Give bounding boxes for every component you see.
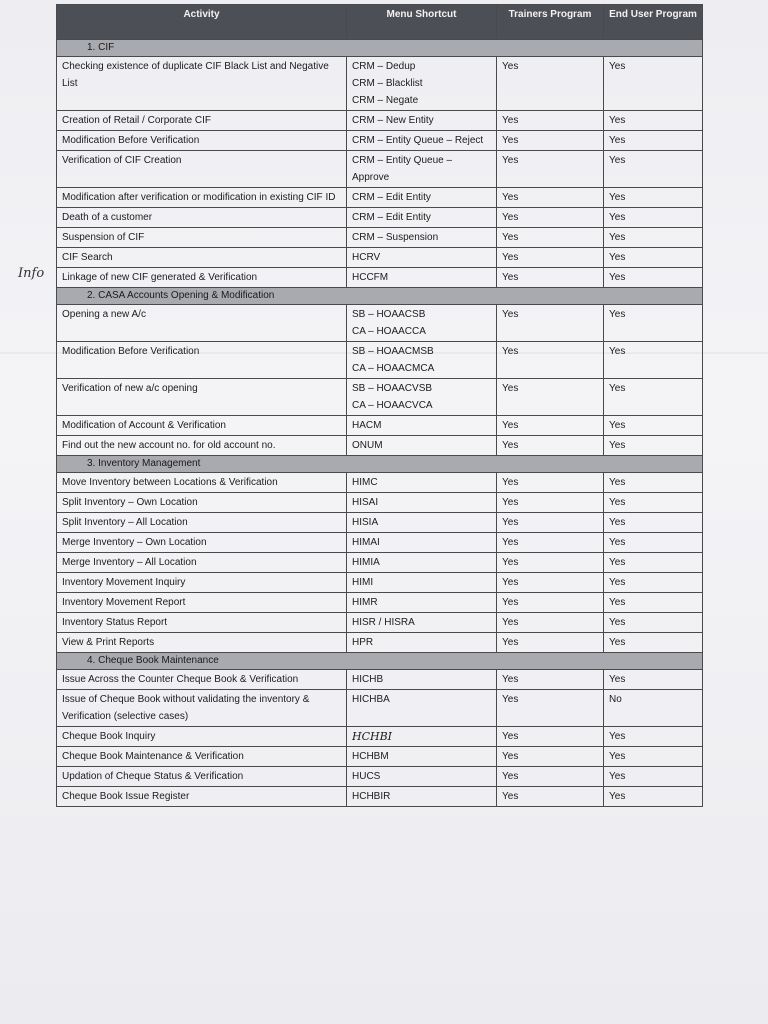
cell-enduser: Yes — [604, 787, 703, 807]
cell-activity: Linkage of new CIF generated & Verification — [57, 268, 347, 288]
cell-enduser: Yes — [604, 767, 703, 787]
cell-activity: Split Inventory – Own Location — [57, 493, 347, 513]
cell-enduser: Yes — [604, 747, 703, 767]
cell-enduser: Yes — [604, 208, 703, 228]
cell-enduser: Yes — [604, 416, 703, 436]
cell-enduser: Yes — [604, 493, 703, 513]
table-row — [57, 151, 703, 188]
cell-trainers: Yes — [497, 436, 604, 456]
table-row — [57, 767, 703, 787]
header-end-user-program: End User Program — [604, 5, 703, 40]
activity-table — [56, 4, 703, 807]
table-row — [57, 342, 703, 379]
cell-trainers: Yes — [497, 188, 604, 208]
table-header-row — [57, 5, 703, 40]
cell-enduser: Yes — [604, 248, 703, 268]
cell-activity: Cheque Book Maintenance & Verification — [57, 747, 347, 767]
cell-enduser: Yes — [604, 188, 703, 208]
table-row — [57, 131, 703, 151]
cell-shortcut: CRM – Edit Entity — [347, 208, 497, 228]
cell-activity: Merge Inventory – Own Location — [57, 533, 347, 553]
cell-enduser: Yes — [604, 727, 703, 747]
cell-enduser: Yes — [604, 633, 703, 653]
cell-shortcut: CRM – New Entity — [347, 111, 497, 131]
cell-activity: Opening a new A/c — [57, 305, 347, 342]
cell-enduser: Yes — [604, 436, 703, 456]
cell-activity: Verification of new a/c opening — [57, 379, 347, 416]
cell-trainers: Yes — [497, 670, 604, 690]
cell-shortcut: HIMIA — [347, 553, 497, 573]
cell-shortcut: CRM – Edit Entity — [347, 188, 497, 208]
cell-shortcut: HPR — [347, 633, 497, 653]
cell-shortcut: HIMC — [347, 473, 497, 493]
cell-activity: Find out the new account no. for old account no. — [57, 436, 347, 456]
header-trainers-program: Trainers Program — [497, 5, 604, 40]
cell-shortcut: SB – HOAACSB CA – HOAACCA — [347, 305, 497, 342]
cell-trainers: Yes — [497, 151, 604, 188]
cell-trainers: Yes — [497, 767, 604, 787]
table-row — [57, 533, 703, 553]
section-title: 4. Cheque Book Maintenance — [57, 653, 703, 670]
cell-trainers: Yes — [497, 416, 604, 436]
cell-shortcut: CRM – Dedup CRM – Blacklist CRM – Negate — [347, 57, 497, 111]
cell-trainers: Yes — [497, 342, 604, 379]
cell-shortcut: HICHBA — [347, 690, 497, 727]
cell-shortcut: HIMR — [347, 593, 497, 613]
cell-activity: View & Print Reports — [57, 633, 347, 653]
cell-enduser: Yes — [604, 111, 703, 131]
cell-activity: Move Inventory between Locations & Verification — [57, 473, 347, 493]
table-body — [57, 40, 703, 807]
cell-trainers: Yes — [497, 533, 604, 553]
cell-activity: Modification Before Verification — [57, 131, 347, 151]
section-title: 3. Inventory Management — [57, 456, 703, 473]
cell-trainers: Yes — [497, 690, 604, 727]
cell-shortcut: HIMAI — [347, 533, 497, 553]
cell-trainers: Yes — [497, 208, 604, 228]
cell-trainers: Yes — [497, 787, 604, 807]
cell-trainers: Yes — [497, 57, 604, 111]
cell-shortcut: HCHBM — [347, 747, 497, 767]
table-row — [57, 305, 703, 342]
table-row — [57, 613, 703, 633]
cell-trainers: Yes — [497, 131, 604, 151]
table-row — [57, 690, 703, 727]
table-row — [57, 208, 703, 228]
cell-trainers: Yes — [497, 111, 604, 131]
cell-trainers: Yes — [497, 493, 604, 513]
cell-shortcut: HIMI — [347, 573, 497, 593]
table-row — [57, 188, 703, 208]
table-row — [57, 111, 703, 131]
cell-trainers: Yes — [497, 593, 604, 613]
cell-shortcut: HISR / HISRA — [347, 613, 497, 633]
cell-shortcut: CRM – Suspension — [347, 228, 497, 248]
cell-enduser: Yes — [604, 473, 703, 493]
cell-trainers: Yes — [497, 473, 604, 493]
cell-trainers: Yes — [497, 268, 604, 288]
cell-activity: Verification of CIF Creation — [57, 151, 347, 188]
table-row — [57, 436, 703, 456]
cell-trainers: Yes — [497, 248, 604, 268]
cell-trainers: Yes — [497, 513, 604, 533]
cell-trainers: Yes — [497, 553, 604, 573]
section-header-row — [57, 40, 703, 57]
cell-trainers: Yes — [497, 573, 604, 593]
table-row — [57, 787, 703, 807]
table-row — [57, 573, 703, 593]
cell-trainers: Yes — [497, 305, 604, 342]
cell-enduser: Yes — [604, 553, 703, 573]
table-row — [57, 268, 703, 288]
cell-activity: CIF Search — [57, 248, 347, 268]
table-row — [57, 670, 703, 690]
cell-enduser: Yes — [604, 268, 703, 288]
table-row — [57, 553, 703, 573]
section-title: 1. CIF — [57, 40, 703, 57]
cell-activity: Death of a customer — [57, 208, 347, 228]
cell-shortcut: HACM — [347, 416, 497, 436]
cell-activity: Split Inventory – All Location — [57, 513, 347, 533]
table-row — [57, 416, 703, 436]
cell-activity: Inventory Movement Inquiry — [57, 573, 347, 593]
cell-activity: Merge Inventory – All Location — [57, 553, 347, 573]
cell-shortcut: SB – HOAACVSB CA – HOAACVCA — [347, 379, 497, 416]
cell-enduser: Yes — [604, 151, 703, 188]
cell-shortcut: SB – HOAACMSB CA – HOAACMCA — [347, 342, 497, 379]
cell-enduser: Yes — [604, 379, 703, 416]
section-header-row — [57, 653, 703, 670]
cell-enduser: Yes — [604, 613, 703, 633]
table-row — [57, 57, 703, 111]
cell-activity: Inventory Status Report — [57, 613, 347, 633]
cell-enduser: Yes — [604, 533, 703, 553]
cell-activity: Checking existence of duplicate CIF Black List and Negative List — [57, 57, 347, 111]
table-row — [57, 473, 703, 493]
cell-activity: Modification Before Verification — [57, 342, 347, 379]
cell-activity: Creation of Retail / Corporate CIF — [57, 111, 347, 131]
cell-shortcut: HCRV — [347, 248, 497, 268]
cell-activity: Updation of Cheque Status & Verification — [57, 767, 347, 787]
cell-trainers: Yes — [497, 613, 604, 633]
cell-enduser: Yes — [604, 593, 703, 613]
section-title: 2. CASA Accounts Opening & Modification — [57, 288, 703, 305]
cell-shortcut: CRM – Entity Queue – Approve — [347, 151, 497, 188]
table-row — [57, 248, 703, 268]
cell-shortcut: HICHB — [347, 670, 497, 690]
cell-shortcut: HCHBIR — [347, 787, 497, 807]
cell-activity: Modification of Account & Verification — [57, 416, 347, 436]
cell-enduser: Yes — [604, 57, 703, 111]
cell-shortcut: HUCS — [347, 767, 497, 787]
cell-activity: Issue of Cheque Book without validating the inventory & Verification (selective cases) — [57, 690, 347, 727]
cell-activity: Issue Across the Counter Cheque Book & Verification — [57, 670, 347, 690]
cell-enduser: Yes — [604, 228, 703, 248]
table-row — [57, 493, 703, 513]
cell-trainers: Yes — [497, 727, 604, 747]
cell-enduser: Yes — [604, 573, 703, 593]
section-header-row — [57, 288, 703, 305]
cell-enduser: No — [604, 690, 703, 727]
cell-activity: Cheque Book Inquiry — [57, 727, 347, 747]
cell-shortcut: HCHBI — [347, 727, 497, 747]
cell-activity: Suspension of CIF — [57, 228, 347, 248]
cell-trainers: Yes — [497, 747, 604, 767]
cell-activity: Inventory Movement Report — [57, 593, 347, 613]
table-row — [57, 633, 703, 653]
table-row — [57, 593, 703, 613]
header-menu-shortcut: Menu Shortcut — [347, 5, 497, 40]
cell-shortcut: CRM – Entity Queue – Reject — [347, 131, 497, 151]
cell-activity: Cheque Book Issue Register — [57, 787, 347, 807]
header-activity: Activity — [57, 5, 347, 40]
cell-enduser: Yes — [604, 670, 703, 690]
cell-enduser: Yes — [604, 131, 703, 151]
table-row — [57, 228, 703, 248]
cell-shortcut: ONUM — [347, 436, 497, 456]
cell-trainers: Yes — [497, 633, 604, 653]
cell-enduser: Yes — [604, 513, 703, 533]
section-header-row — [57, 456, 703, 473]
cell-shortcut: HISIA — [347, 513, 497, 533]
cell-enduser: Yes — [604, 342, 703, 379]
table-row — [57, 747, 703, 767]
table-row — [57, 727, 703, 747]
cell-trainers: Yes — [497, 379, 604, 416]
cell-activity: Modification after verification or modification in existing CIF ID — [57, 188, 347, 208]
table-row — [57, 513, 703, 533]
table-row — [57, 379, 703, 416]
cell-shortcut: HCCFM — [347, 268, 497, 288]
cell-enduser: Yes — [604, 305, 703, 342]
cell-trainers: Yes — [497, 228, 604, 248]
handwritten-margin-note: Info — [18, 266, 45, 281]
cell-shortcut: HISAI — [347, 493, 497, 513]
